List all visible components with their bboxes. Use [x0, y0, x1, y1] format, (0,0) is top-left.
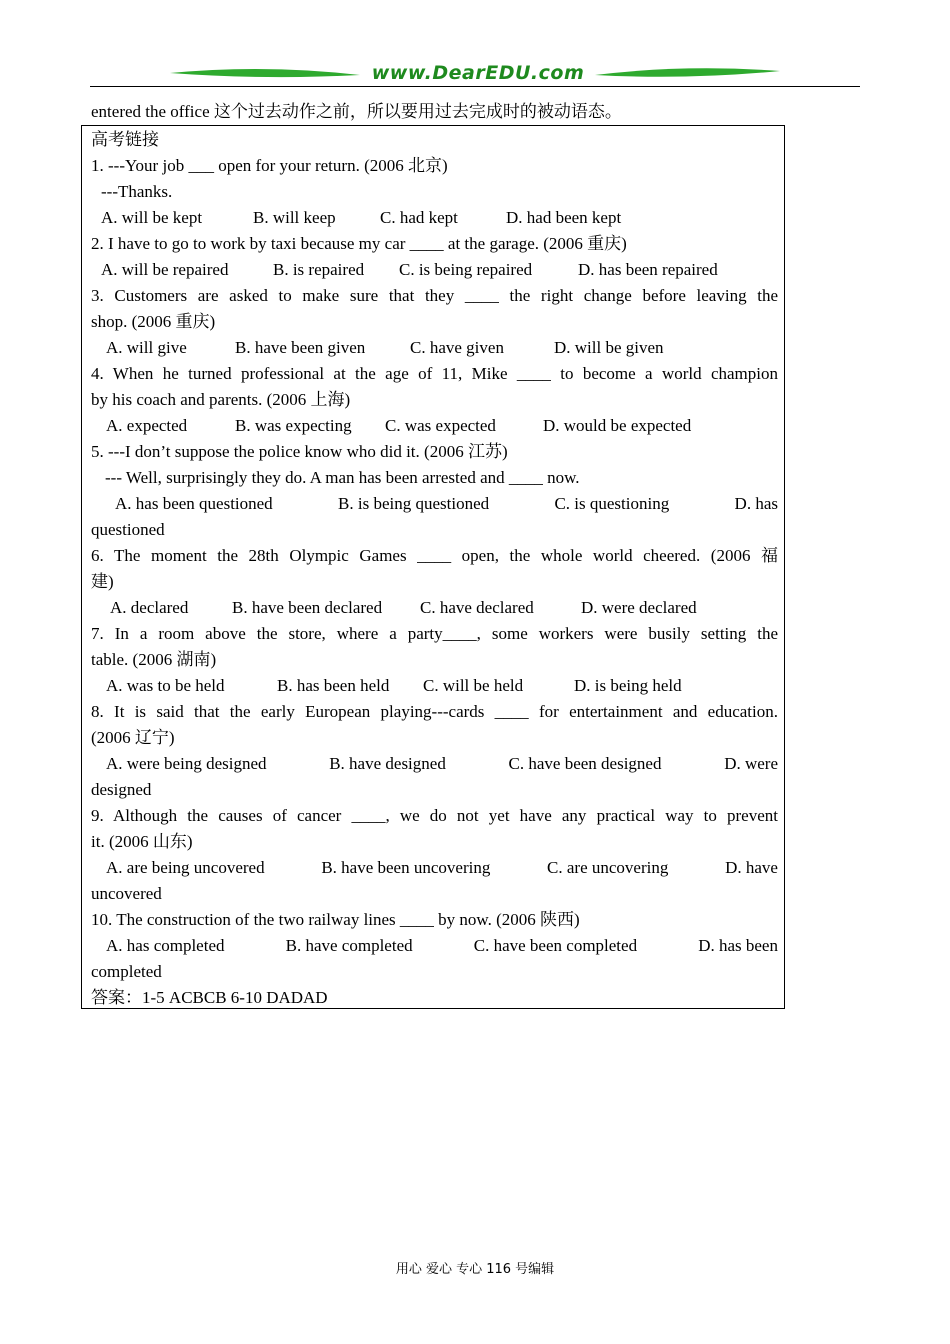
option-a: A. were being designed — [106, 754, 267, 773]
option-d: D. will be given — [554, 338, 664, 357]
option-b: B. is being questioned — [338, 494, 490, 513]
answer-key: 答案：1-5 ACBCB 6-10 DADAD — [91, 988, 328, 1007]
q4-stem-line2: by his coach and parents. (2006 上海) — [91, 390, 351, 409]
intro-text: entered the office 这个过去动作之前，所以要用过去完成时的被动语态。 — [91, 102, 622, 121]
q9-option-d-wrap: uncovered — [91, 884, 162, 903]
q2-stem: 2. I have to go to work by taxi because my car ____ at the garage. (2006 重庆) — [91, 234, 627, 253]
option-c: C. had kept — [380, 208, 458, 227]
option-c: C. is being repaired — [399, 260, 533, 279]
option-c: C. was expected — [385, 416, 496, 435]
q5-option-d-wrap: questioned — [91, 520, 165, 539]
option-d: D. has been repaired — [578, 260, 718, 279]
option-d: D. would be expected — [543, 416, 692, 435]
option-d: D. is being held — [574, 676, 682, 695]
option-c: C. will be held — [423, 676, 524, 695]
logo-swoosh-left-icon — [170, 66, 360, 80]
q9-options — [91, 855, 778, 881]
option-b: B. has been held — [277, 676, 390, 695]
option-a: A. expected — [106, 416, 188, 435]
option-b: B. have been uncovering — [321, 858, 491, 877]
q7-stem-line2: table. (2006 湖南) — [91, 650, 217, 669]
q6-stem-line1: 6. The moment the 28th Olympic Games ____ open, the whole world cheered. (2006 福 — [91, 546, 778, 565]
option-d: D. were — [724, 754, 778, 773]
q3-stem-line1: 3. Customers are asked to make sure that they ____ the right change before leaving the — [91, 286, 778, 305]
q5-stem: 5. ---I don’t suppose the police know who did it. (2006 江苏) — [91, 442, 508, 461]
q5-options — [91, 491, 778, 517]
option-c: C. is questioning — [554, 494, 670, 513]
option-b: B. have been given — [235, 338, 366, 357]
q8-stem-line1: 8. It is said that the early European playing---cards ____ for entertainment and education. — [91, 702, 778, 721]
q6-stem-line2: 建) — [91, 572, 114, 591]
q4-options — [91, 413, 778, 439]
q1-options — [91, 205, 778, 231]
q10-options — [91, 933, 778, 959]
option-a: A. declared — [110, 598, 189, 617]
q3-options — [91, 335, 778, 361]
q9-stem-line2: it. (2006 山东) — [91, 832, 193, 851]
q8-stem-line2: (2006 辽宁) — [91, 728, 175, 747]
q1-stem: 1. ---Your job ___ open for your return. (2006 北京) — [91, 156, 448, 175]
option-d: D. had been kept — [506, 208, 622, 227]
option-a: A. will be repaired — [101, 260, 229, 279]
option-c: C. are uncovering — [547, 858, 669, 877]
option-c: C. have been designed — [508, 754, 662, 773]
site-logo: www.DearEDU.com — [371, 62, 585, 84]
option-b: B. was expecting — [235, 416, 352, 435]
header-rule — [90, 86, 860, 87]
option-a: A. has completed — [106, 936, 225, 955]
q5-reply: --- Well, surprisingly they do. A man has been arrested and ____ now. — [105, 468, 580, 487]
q8-option-d-wrap: designed — [91, 780, 152, 799]
option-b: B. have been declared — [232, 598, 383, 617]
option-a: A. was to be held — [106, 676, 225, 695]
option-c: C. have declared — [420, 598, 534, 617]
option-a: A. has been questioned — [115, 494, 273, 513]
q10-option-d-wrap: completed — [91, 962, 162, 981]
option-a: A. will be kept — [101, 208, 203, 227]
q10-stem: 10. The construction of the two railway lines ____ by now. (2006 陕西) — [91, 910, 580, 929]
q2-options — [91, 257, 778, 283]
exercise-box — [81, 125, 785, 1009]
option-b: B. have designed — [329, 754, 446, 773]
option-d: D. have — [725, 858, 778, 877]
option-d: D. has been — [698, 936, 778, 955]
option-c: C. have been completed — [473, 936, 638, 955]
q4-stem-line1: 4. When he turned professional at the age of 11, Mike ____ to become a world champion — [91, 364, 778, 383]
option-a: A. are being uncovered — [106, 858, 265, 877]
option-d: D. were declared — [581, 598, 697, 617]
page-footer: 用心 爱心 专心 116 号编辑 — [395, 1262, 555, 1277]
q8-options — [91, 751, 778, 777]
option-a: A. will give — [106, 338, 187, 357]
option-c: C. have given — [410, 338, 504, 357]
option-b: B. will keep — [253, 208, 336, 227]
q7-options — [91, 673, 778, 699]
option-d: D. has — [734, 494, 778, 513]
q9-stem-line1: 9. Although the causes of cancer ____, we do not yet have any practical way to prevent — [91, 806, 778, 825]
q7-stem-line1: 7. In a room above the store, where a party____, some workers were busily setting the — [91, 624, 778, 643]
page-header — [90, 60, 860, 90]
q3-stem-line2: shop. (2006 重庆) — [91, 312, 216, 331]
option-b: B. have completed — [285, 936, 413, 955]
option-b: B. is repaired — [273, 260, 365, 279]
q6-options — [91, 595, 778, 621]
q1-reply: ---Thanks. — [101, 182, 173, 201]
logo-swoosh-right-icon — [595, 66, 780, 80]
section-title: 高考链接 — [91, 130, 159, 149]
